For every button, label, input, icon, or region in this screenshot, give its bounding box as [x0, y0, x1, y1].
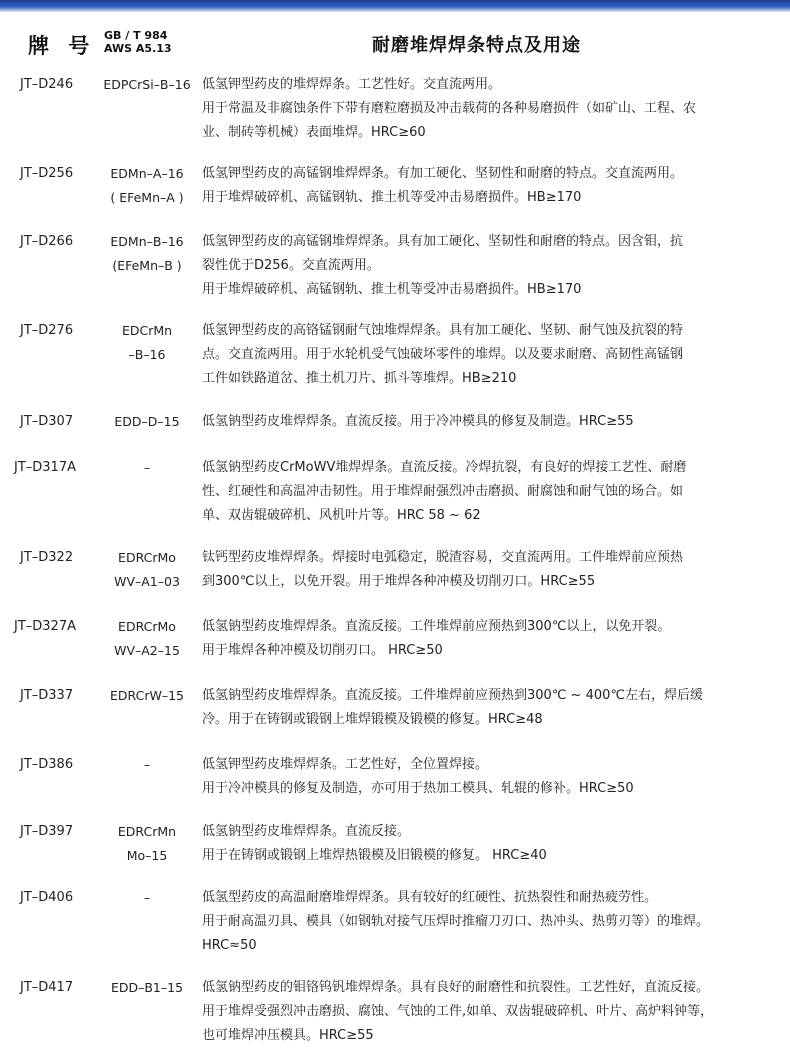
row-code: JT–D327A	[14, 619, 76, 634]
row-standard-line: EDMn–B–16	[110, 234, 184, 249]
row-description-line: 低氢钠型药皮CrMoWV堆焊焊条。直流反接。冷焊抗裂，有良好的焊接工艺性、耐磨	[202, 460, 687, 475]
row-standard-line: WV–A1–03	[114, 574, 180, 589]
row-description-line: 用于冷冲模具的修复及制造，亦可用于热加工模具、轧辊的修补。HRC≥50	[202, 781, 634, 796]
row-standard-line: EDRCrMn	[117, 824, 177, 839]
row-description-line: 低氢钠型药皮堆焊焊条。直流反接。工件堆焊前应预热到300℃ ~ 400℃左右，焊后缓	[202, 688, 703, 703]
row-description	[202, 319, 780, 391]
row-standard-line: EDD–D–15	[114, 414, 180, 429]
row-description-line: 低氢钾型药皮的高锰钢堆焊焊条。有加工硬化、坚韧性和耐磨的特点。交直流两用。	[202, 166, 684, 181]
row-description-line: 低氢型药皮的高温耐磨堆焊焊条。具有较好的红硬性、抗热裂性和耐热疲劳性。	[202, 890, 658, 905]
row-code: JT–D337	[20, 688, 74, 703]
row-description-line: 低氢钾型药皮堆焊焊条。工艺性好，全位置焊接。	[202, 757, 489, 772]
row-standard	[100, 753, 194, 777]
row-description-line: 低氢钠型药皮堆焊焊条。直流反接。工件堆焊前应预热到300℃以上，以免开裂。	[202, 619, 671, 634]
row-code: JT–D397	[20, 824, 74, 839]
row-description-line: 用于在铸钢或锻钢上堆焊热锻模及旧锻模的修复。 HRC≥40	[202, 848, 547, 863]
row-standard-line: Mo–15	[126, 848, 168, 863]
row-standard	[100, 886, 194, 910]
row-standard-line: EDRCrMo	[118, 550, 176, 565]
row-description	[202, 615, 780, 663]
row-description-line: 到300℃以上，以免开裂。用于堆焊各种冲模及切削刃口。HRC≥55	[202, 574, 596, 589]
row-standard-line: –	[143, 460, 151, 475]
row-standard	[100, 319, 194, 367]
row-standard	[100, 615, 194, 663]
row-standard-line: EDCrMn	[121, 323, 173, 338]
standard-header-gb: GB / T 984	[104, 29, 168, 42]
row-standard	[100, 684, 194, 708]
row-code: JT–D246	[20, 77, 74, 92]
row-standard-line: EDPCrSi–B–16	[103, 77, 191, 92]
row-description-line: 用于堆焊破碎机、高锰钢轨、推土机等受冲击易磨损件。HB≥170	[202, 282, 582, 297]
row-code: JT–D266	[20, 234, 74, 249]
row-standard-line: –B–16	[128, 347, 166, 362]
row-code: JT–D322	[20, 550, 74, 565]
row-description-line: 钛钙型药皮堆焊焊条。焊接时电弧稳定，脱渣容易，交直流两用。工件堆焊前应预热	[202, 550, 684, 565]
row-standard	[100, 976, 194, 1000]
row-description-line: 低氢钠型药皮的钼铬钨钒堆焊焊条。具有良好的耐磨性和抗裂性。工艺性好，直流反接。	[202, 980, 710, 995]
row-standard	[100, 820, 194, 868]
row-description-line: 也可堆焊冲压模具。HRC≥55	[202, 1028, 374, 1043]
row-description-line: 低氢钾型药皮的高锰钢堆焊焊条。具有加工硬化、坚韧性和耐磨的特点。因含钼，抗	[202, 234, 684, 249]
standard-column-header	[104, 29, 172, 55]
brand-column-header: 牌 号	[28, 34, 96, 58]
row-description	[202, 684, 780, 732]
row-description-line: 工件如铁路道岔、推土机刀片、抓斗等堆焊。HB≥210	[202, 371, 517, 386]
row-description	[202, 73, 780, 145]
row-description-line: 裂性优于D256。交直流两用。	[202, 258, 380, 273]
row-standard-line: EDMn–A–16	[110, 166, 184, 181]
row-description	[202, 753, 780, 801]
row-standard-line: EDD–B1–15	[110, 980, 184, 995]
row-standard-line: (EFeMn–B )	[112, 258, 182, 273]
standard-header-aws: AWS A5.13	[104, 42, 172, 55]
row-standard-line: –	[143, 890, 151, 905]
row-standard-line: EDRCrMo	[118, 619, 176, 634]
row-standard-line: ( EFeMn–A )	[110, 190, 184, 205]
row-description	[202, 410, 780, 434]
description-column-header: 耐磨堆焊焊条特点及用途	[372, 35, 581, 56]
row-description-line: 用于堆焊各种冲模及切削刃口。 HRC≥50	[202, 643, 443, 658]
row-description-line: 低氢钾型药皮的堆焊焊条。工艺性好。交直流两用。	[202, 77, 502, 92]
row-description	[202, 162, 780, 210]
row-standard	[100, 456, 194, 480]
row-code: JT–D406	[20, 890, 74, 905]
row-description	[202, 230, 780, 302]
row-standard	[100, 546, 194, 594]
row-description	[202, 820, 780, 868]
row-description-line: 低氢钠型药皮堆焊焊条。直流反接。	[202, 824, 411, 839]
row-standard	[100, 162, 194, 210]
row-description-line: 冷。用于在铸钢或锻钢上堆焊锻模及锻模的修复。HRC≥48	[202, 712, 543, 727]
row-description-line: 低氢钠型药皮堆焊焊条。直流反接。用于冷冲模具的修复及制造。HRC≥55	[202, 414, 634, 429]
row-description	[202, 886, 780, 958]
row-code: JT–D417	[20, 980, 74, 995]
row-standard-line: WV–A2–15	[114, 643, 180, 658]
row-description-line: 用于常温及非腐蚀条件下带有磨粒磨损及冲击载荷的各种易磨损件（如矿山、工程、农	[202, 101, 697, 116]
table-header	[0, 14, 790, 66]
row-code: JT–D256	[20, 166, 74, 181]
row-description-line: 用于堆焊受强烈冲击磨损、腐蚀、气蚀的工件,如单、双齿辊破碎机、叶片、高炉料钟等，	[202, 1004, 714, 1019]
row-standard	[100, 230, 194, 278]
row-description	[202, 546, 780, 594]
row-description-line: 低氢钾型药皮的高铬锰钢耐气蚀堆焊焊条。具有加工硬化、坚韧、耐气蚀及抗裂的特	[202, 323, 684, 338]
row-code: JT–D307	[20, 414, 74, 429]
top-accent-bar	[0, 0, 790, 12]
row-standard-line: –	[143, 757, 151, 772]
row-description-line: 性、红硬性和高温冲击韧性。用于堆焊耐强烈冲击磨损、耐腐蚀和耐气蚀的场合。如	[202, 484, 684, 499]
row-description-line: 业、制砖等机械）表面堆焊。HRC≥60	[202, 125, 426, 140]
row-code: JT–D386	[20, 757, 74, 772]
row-standard-line: EDRCrW–15	[110, 688, 184, 703]
row-description-line: 点。交直流两用。用于水轮机受气蚀破坏零件的堆焊。以及要求耐磨、高韧性高锰钢	[202, 347, 684, 362]
row-code: JT–D317A	[14, 460, 76, 475]
row-description-line: 用于耐高温刃具、模具（如钢轨对接气压焊时推瘤刀刃口、热冲头、热剪刃等）的堆焊。	[202, 914, 710, 929]
row-standard	[100, 410, 194, 434]
row-description	[202, 456, 780, 528]
row-code: JT–D276	[20, 323, 74, 338]
row-description-line: 单、双齿辊破碎机、风机叶片等。HRC 58 ~ 62	[202, 508, 481, 523]
row-description-line: 用于堆焊破碎机、高锰钢轨、推土机等受冲击易磨损件。HB≥170	[202, 190, 582, 205]
row-description	[202, 976, 780, 1048]
row-standard	[100, 73, 194, 97]
row-description-line: HRC≈50	[202, 938, 257, 953]
